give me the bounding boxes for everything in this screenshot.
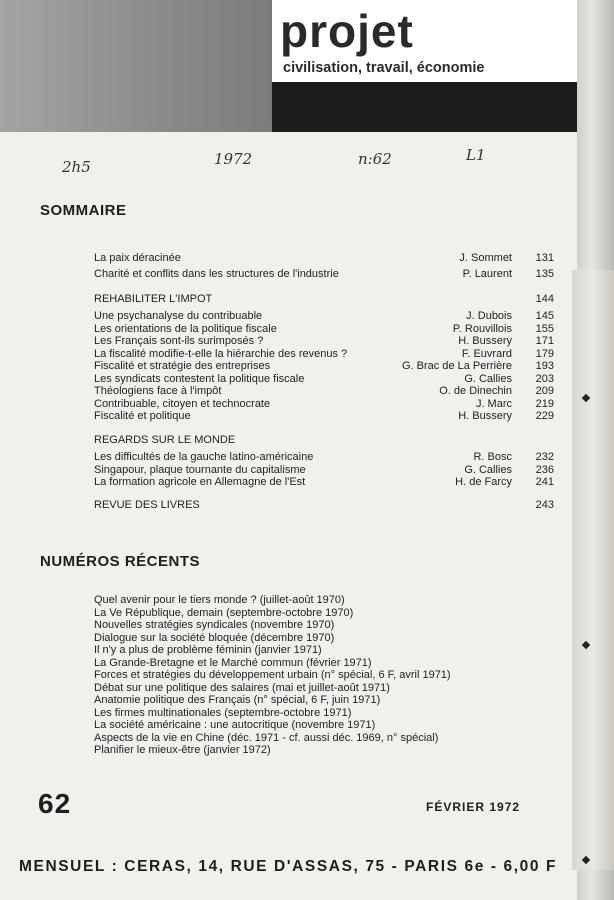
toc-page: 144 bbox=[535, 293, 554, 305]
toc-author: J. Marc bbox=[475, 397, 512, 410]
toc-author: F. Euvrard bbox=[461, 347, 512, 360]
toc-title: Les Français sont-ils surimposés ? bbox=[94, 335, 264, 347]
toc-row bbox=[94, 335, 554, 348]
toc-section-row bbox=[94, 499, 554, 512]
recent-issue: Aspects de la vie en Chine (déc. 1971 - cf. aussi déc. 1969, n° spécial) bbox=[94, 731, 439, 744]
recent-issue: Anatomie politique des Français (n° spécial, 6 F, juin 1971) bbox=[94, 694, 381, 706]
toc-page: 155 bbox=[535, 322, 554, 335]
handwritten-note: 1972 bbox=[214, 150, 253, 168]
publisher-footer: MENSUEL : CERAS, 14, RUE D'ASSAS, 75 - PARIS 6e - 6,00 F bbox=[19, 858, 558, 875]
toc-author: H. de Farcy bbox=[455, 476, 512, 488]
toc-row bbox=[94, 323, 554, 336]
toc-author: G. Callies bbox=[464, 372, 512, 385]
toc-title: Fiscalité et politique bbox=[94, 410, 191, 422]
recent-issue: Les firmes multinationales (septembre-octobre 1971) bbox=[94, 706, 352, 719]
recent-issue: Quel avenir pour le tiers monde ? (juillet-août 1970) bbox=[94, 594, 345, 606]
toc-page: 209 bbox=[535, 385, 554, 397]
toc-page: 193 bbox=[535, 360, 554, 372]
toc-author: J. Dubois bbox=[466, 310, 512, 322]
toc-page: 241 bbox=[535, 476, 554, 488]
toc-row bbox=[94, 373, 554, 386]
recent-issue: La Ve République, demain (septembre-octobre 1970) bbox=[94, 606, 354, 619]
toc-page: 243 bbox=[535, 499, 554, 511]
toc-author: P. Laurent bbox=[462, 268, 512, 280]
toc-section-heading: REVUE DES LIVRES bbox=[94, 499, 200, 511]
toc-author: P. Rouvillois bbox=[452, 322, 512, 335]
toc-page: 236 bbox=[535, 463, 554, 476]
handwritten-note: n:62 bbox=[358, 150, 392, 168]
masthead-black-bar bbox=[272, 82, 577, 132]
toc-title: La paix déracinée bbox=[94, 252, 181, 264]
toc-title: Les difficultés de la gauche latino-américaine bbox=[94, 451, 314, 463]
journal-title: projet bbox=[280, 5, 414, 57]
toc-page: 179 bbox=[535, 347, 554, 360]
toc-row bbox=[94, 360, 554, 373]
toc-page: 145 bbox=[535, 310, 554, 322]
toc-page: 219 bbox=[535, 397, 554, 410]
toc-author: O. de Dinechin bbox=[439, 385, 512, 397]
toc-row bbox=[94, 348, 554, 361]
toc-title: Les syndicats contestent la politique fiscale bbox=[94, 372, 305, 385]
handwritten-note: L1 bbox=[466, 146, 486, 164]
toc-title: Singapour, plaque tournante du capitalisme bbox=[94, 463, 306, 476]
toc-title: Contribuable, citoyen et technocrate bbox=[94, 397, 271, 410]
issue-number: 62 bbox=[38, 788, 72, 819]
toc-page: 171 bbox=[535, 335, 554, 347]
toc-title: La formation agricole en Allemagne de l'Est bbox=[94, 476, 306, 488]
sommaire-heading: SOMMAIRE bbox=[40, 202, 127, 219]
recent-issue: Forces et stratégies du développement urbain (n° spécial, 6 F, avril 1971) bbox=[94, 669, 451, 681]
toc-author: H. Bussery bbox=[458, 410, 512, 422]
toc-section-heading: REGARDS SUR LE MONDE bbox=[94, 434, 236, 446]
toc-page: 135 bbox=[535, 268, 554, 280]
toc-author: J. Sommet bbox=[459, 252, 512, 264]
toc-row bbox=[94, 310, 554, 323]
recent-issue: Débat sur une politique des salaires (mai et juillet-août 1971) bbox=[94, 681, 390, 694]
recent-issue: La Grande-Bretagne et le Marché commun (février 1971) bbox=[94, 656, 372, 669]
toc-title: La fiscalité modifie-t-elle la hiérarchie des revenus ? bbox=[94, 347, 348, 360]
toc-row bbox=[94, 451, 554, 464]
toc-row bbox=[94, 464, 554, 477]
toc-title: Fiscalité et stratégie des entreprises bbox=[94, 360, 271, 372]
cover-gray-gradient bbox=[0, 0, 272, 132]
toc-title: Une psychanalyse du contribuable bbox=[94, 310, 263, 322]
recent-issue: Planifier le mieux-être (janvier 1972) bbox=[94, 744, 271, 756]
toc-section-row bbox=[94, 434, 554, 447]
recent-issue: Dialogue sur la société bloquée (décembre 1970) bbox=[94, 631, 335, 644]
issue-date: FÉVRIER 1972 bbox=[426, 800, 521, 814]
recents-heading: NUMÉROS RÉCENTS bbox=[40, 553, 201, 570]
toc-author: G. Callies bbox=[464, 463, 512, 476]
toc-row bbox=[94, 398, 554, 411]
recent-issue: Nouvelles stratégies syndicales (novembre 1970) bbox=[94, 619, 335, 631]
toc-title: Charité et conflits dans les structures de l'industrie bbox=[94, 268, 339, 280]
toc-title: Théologiens face à l'impôt bbox=[94, 385, 222, 397]
toc-page: 229 bbox=[535, 410, 554, 422]
toc-row bbox=[94, 476, 554, 489]
toc-author: R. Bosc bbox=[473, 451, 512, 463]
toc-author: G. Brac de La Perrière bbox=[401, 360, 512, 372]
toc-section-heading: REHABILITER L'IMPOT bbox=[94, 293, 213, 305]
journal-subtitle: civilisation, travail, économie bbox=[283, 60, 485, 76]
toc-row bbox=[94, 385, 554, 398]
toc-title: Les orientations de la politique fiscale bbox=[94, 322, 277, 335]
toc-section-row bbox=[94, 293, 554, 306]
handwritten-note: 2h5 bbox=[62, 158, 91, 176]
toc-page: 232 bbox=[535, 451, 554, 463]
toc-row bbox=[94, 252, 554, 265]
recent-issue: La société américaine : une autocritique (novembre 1971) bbox=[94, 719, 376, 731]
toc-page: 203 bbox=[535, 372, 554, 385]
toc-author: H. Bussery bbox=[458, 335, 512, 347]
toc-row bbox=[94, 268, 554, 281]
toc-row bbox=[94, 410, 554, 423]
toc-page: 131 bbox=[535, 252, 554, 264]
recent-issue: Il n'y a plus de problème féminin (janvier 1971) bbox=[94, 644, 322, 656]
binding-tape bbox=[572, 270, 614, 870]
